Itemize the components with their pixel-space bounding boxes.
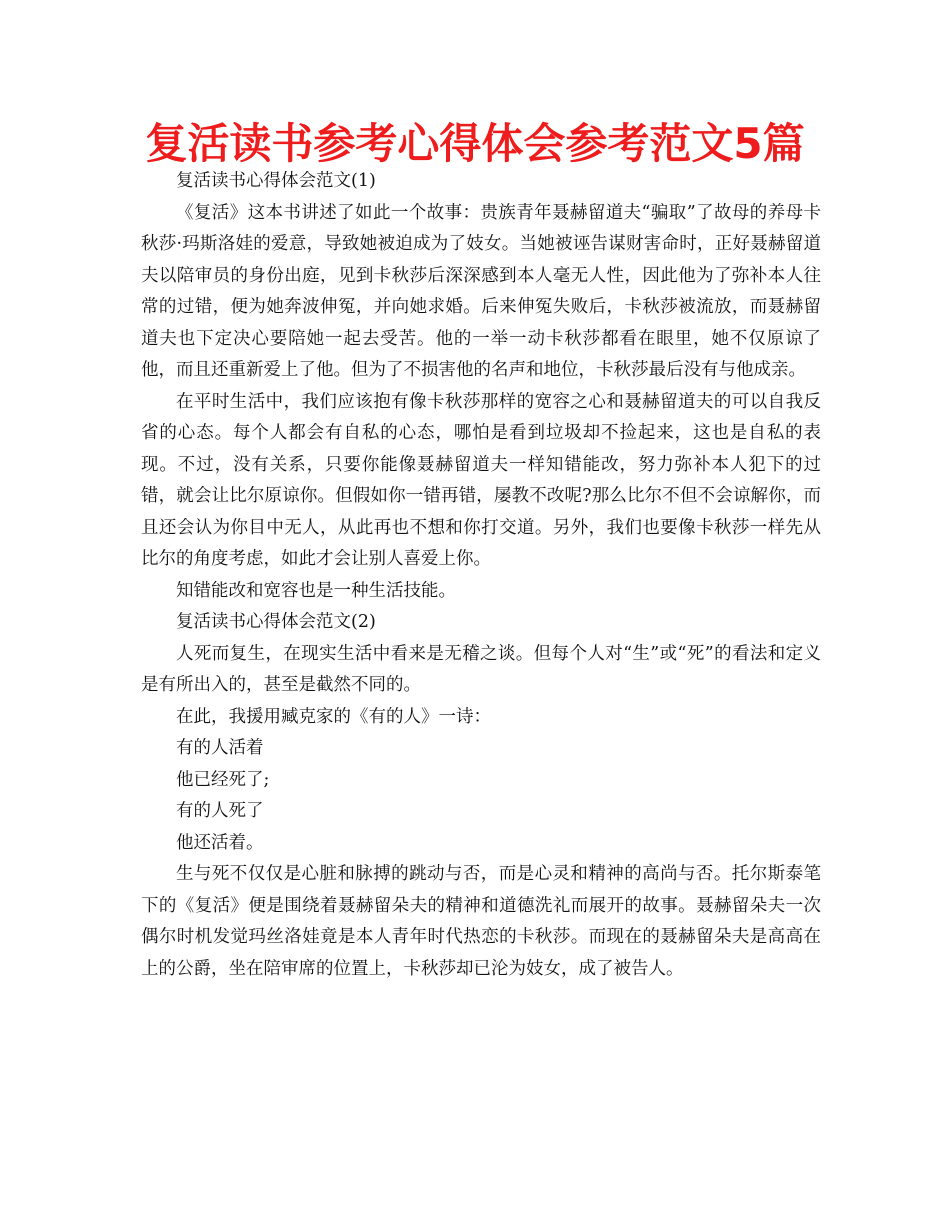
poem-line: 他还活着。	[176, 832, 264, 853]
section-heading-2: 复活读书心得体会范文(2)	[176, 612, 376, 632]
paragraph: 在此，我援用臧克家的《有的人》一诗：	[176, 706, 491, 727]
paragraph: 知错能改和宽容也是一种生活技能。	[176, 580, 456, 601]
paragraph: 在平时生活中，我们应该抱有像卡秋莎那样的宽容之心和聂赫留道夫的可以自我反省的心态。每个人都会有自私的心态，哪怕是看到垃圾却不捡起来，这也是自私的表现。不过，没有关系，只要你能像聂赫留道夫一样知错能改，努力弥补本人犯下的过错，就会让比尔原谅你。但假如你一错再错，屡教不改呢?那么比尔不但不会谅解你，而且还会认为你目中无人，从此再也不想和你打交道。另外，我们也要像卡秋莎一样先从比尔的角度考虑，如此才会让别人喜爱上你。	[141, 391, 821, 569]
section-heading-1: 复活读书心得体会范文(1)	[176, 171, 376, 191]
document-body	[141, 166, 821, 985]
poem-line: 有的人活着	[176, 738, 264, 758]
document-title: 复活读书参考心得体会参考范文5篇	[145, 119, 805, 168]
paragraph: 人死而复生，在现实生活中看来是无稽之谈。但每个人对“生”或“死”的看法和定义是有所出入的，甚至是截然不同的。	[141, 643, 821, 695]
paragraph: 生与死不仅仅是心脏和脉搏的跳动与否，而是心灵和精神的高尚与否。托尔斯泰笔下的《复活》便是围绕着聂赫留朵夫的精神和道德洗礼而展开的故事。聂赫留朵夫一次偶尔时机发觉玛丝洛娃竟是本人青年时代热恋的卡秋莎。而现在的聂赫留朵夫是高高在上的公爵，坐在陪审席的位置上，卡秋莎却已沦为妓女，成了被告人。	[141, 864, 821, 979]
poem-line: 有的人死了	[176, 801, 264, 821]
poem-line: 他已经死了;	[176, 769, 270, 790]
paragraph: 《复活》这本书讲述了如此一个故事：贵族青年聂赫留道夫“骗取”了故母的养母卡秋莎·玛斯洛娃的爱意，导致她被迫成为了妓女。当她被诬告谋财害命时，正好聂赫留道夫以陪审员的身份出庭，见到卡秋莎后深深感到本人毫无人性，因此他为了弥补本人往常的过错，便为她奔波伸冤，并向她求婚。后来伸冤失败后，卡秋莎被流放，而聂赫留道夫也下定决心要陪她一起去受苦。他的一举一动卡秋莎都看在眼里，她不仅原谅了他，而且还重新爱上了他。但为了不损害他的名声和地位，卡秋莎最后没有与他成亲。	[141, 202, 821, 380]
